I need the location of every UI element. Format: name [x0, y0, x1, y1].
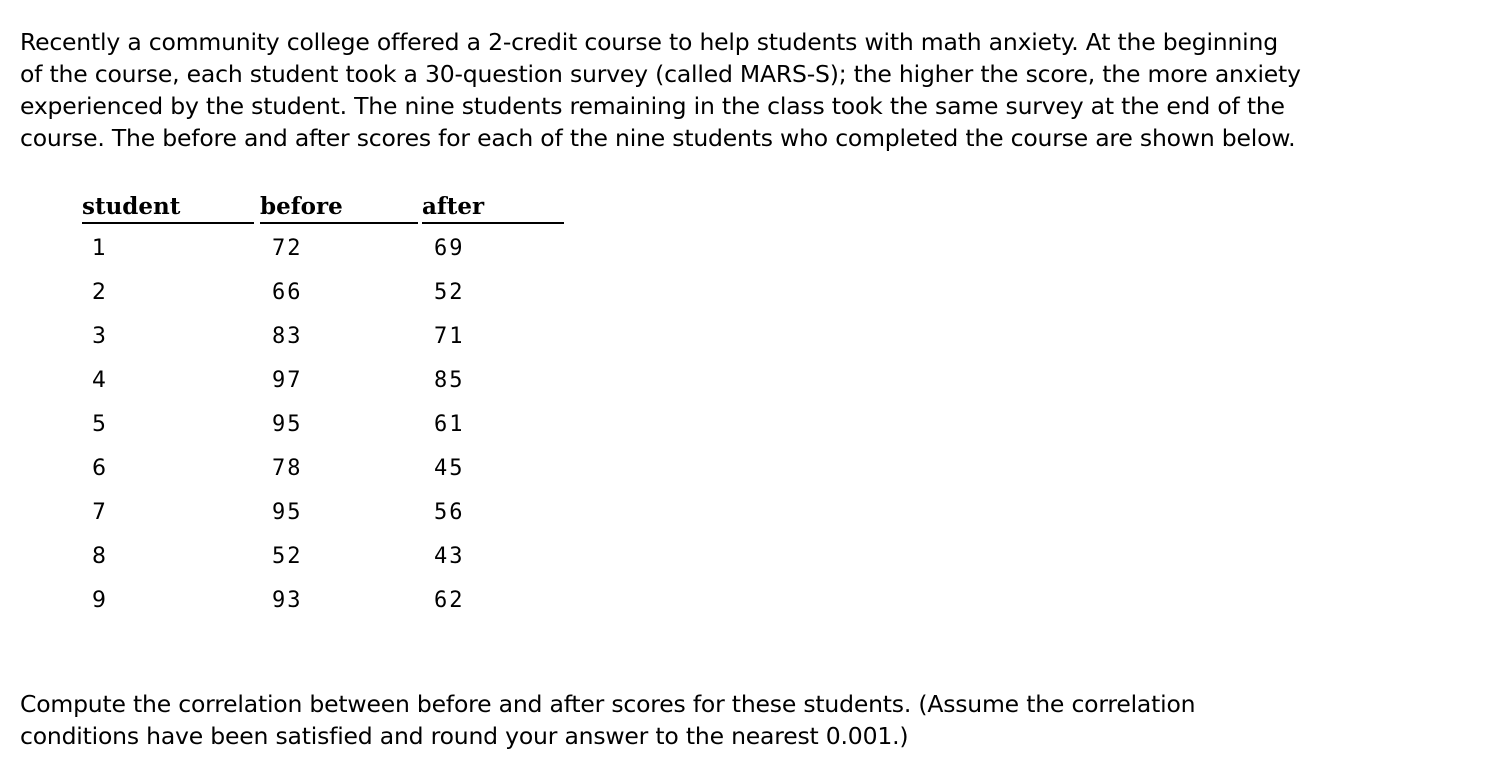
table-row: [82, 540, 572, 584]
after-cell: 43: [434, 544, 465, 569]
table-row: [82, 364, 572, 408]
student-cell: 2: [92, 280, 106, 305]
after-cell: 85: [434, 368, 465, 393]
student-cell: 1: [92, 236, 106, 261]
before-cell: 95: [272, 500, 303, 525]
after-cell: 45: [434, 456, 465, 481]
table-row: [82, 452, 572, 496]
table-body: [82, 232, 572, 628]
table-row: [82, 276, 572, 320]
table-row: [82, 320, 572, 364]
intro-line: Recently a community college offered a 2-credit course to help students with math anxiety. At the beginning: [20, 28, 1278, 56]
table-row: [82, 584, 572, 628]
table-row: [82, 408, 572, 452]
student-cell: 7: [92, 500, 106, 525]
student-cell: 6: [92, 456, 106, 481]
question-line: conditions have been satisfied and round your answer to the nearest 0.001.): [20, 722, 909, 750]
intro-line: course. The before and after scores for each of the nine students who completed the course are shown below.: [20, 124, 1296, 152]
student-cell: 8: [92, 544, 106, 569]
student-cell: 5: [92, 412, 106, 437]
before-cell: 95: [272, 412, 303, 437]
before-cell: 66: [272, 280, 303, 305]
after-cell: 56: [434, 500, 465, 525]
before-cell: 97: [272, 368, 303, 393]
before-cell: 78: [272, 456, 303, 481]
after-cell: 62: [434, 588, 465, 613]
table-row: [82, 496, 572, 540]
after-cell: 71: [434, 324, 465, 349]
before-cell: 52: [272, 544, 303, 569]
header-before: before: [260, 192, 418, 224]
question-line: Compute the correlation between before and after scores for these students. (Assume the correlation: [20, 690, 1196, 718]
table-row: [82, 232, 572, 276]
intro-line: experienced by the student. The nine students remaining in the class took the same survey at the end of the: [20, 92, 1285, 120]
intro-paragraph: [20, 26, 1460, 154]
before-cell: 83: [272, 324, 303, 349]
after-cell: 52: [434, 280, 465, 305]
question-paragraph: [20, 688, 1460, 752]
header-student: student: [82, 192, 254, 224]
header-after: after: [422, 192, 564, 224]
before-cell: 72: [272, 236, 303, 261]
after-cell: 61: [434, 412, 465, 437]
student-cell: 3: [92, 324, 106, 349]
intro-line: of the course, each student took a 30-question survey (called MARS-S); the higher the score, the more anxiety: [20, 60, 1301, 88]
before-cell: 93: [272, 588, 303, 613]
student-cell: 9: [92, 588, 106, 613]
student-cell: 4: [92, 368, 106, 393]
after-cell: 69: [434, 236, 465, 261]
